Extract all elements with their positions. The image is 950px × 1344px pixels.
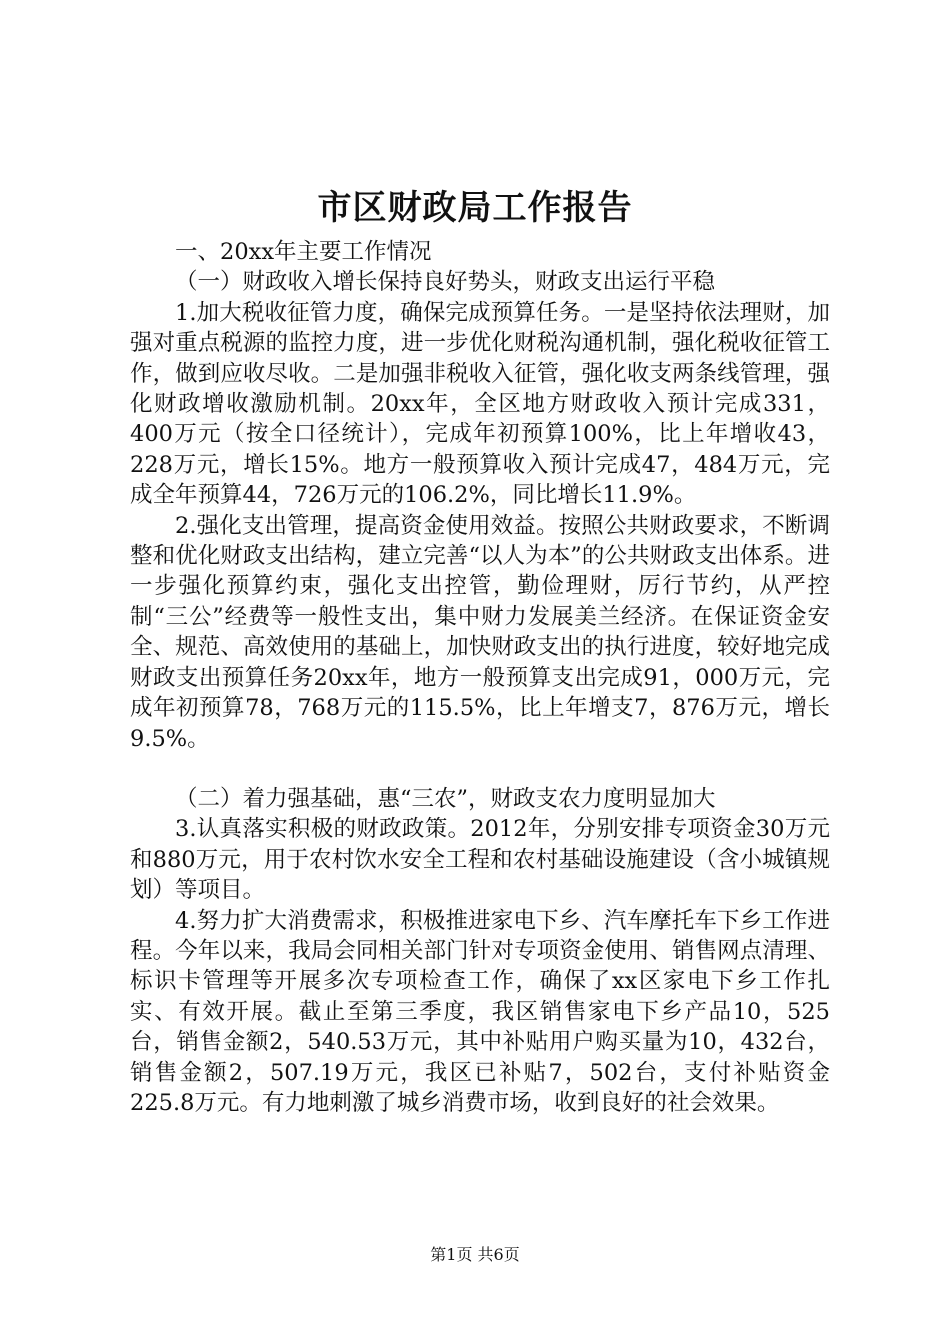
paragraph-3: 3.认真落实积极的财政政策。2012年，分别安排专项资金30万元和880万元，用于农村饮水安全工程和农村基础设施建设（含小城镇规划）等项目。 (130, 816, 830, 904)
page-number-footer: 第1页 共6页 (430, 1245, 520, 1264)
paragraph-2: 2.强化支出管理，提高资金使用效益。按照公共财政要求，不断调整和优化财政支出结构，建立完善“以人为本”的公共财政支出体系。进一步强化预算约束，强化支出控管，勤俭理财，厉行节约，从严控制“三公”经费等一般性支出，集中财力发展美兰经济。在保证资金安全、规范、高效使用的基础上，加快财政支出的执行进度，较好地完成财政支出预算任务20xx年，地方一般预算支出完成91，000万元，完成年初预算78，768万元的115.5%，比上年增支7，876万元，增长9.5%。 (130, 512, 830, 752)
document-body (130, 237, 830, 1118)
paragraph-4: 4.努力扩大消费需求，积极推进家电下乡、汽车摩托车下乡工作进程。今年以来，我局会同相关部门针对专项资金使用、销售网点清理、标识卡管理等开展多次专项检查工作，确保了xx区家电下乡工作扎实、有效开展。截止至第三季度，我区销售家电下乡产品10，525台，销售金额2，540.53万元，其中补贴用户购买量为10，432台，销售金额2，507.19万元，我区已补贴7，502台，支付补贴资金225.8万元。有力地刺激了城乡消费市场，收到良好的社会效果。 (130, 907, 830, 1116)
page-title: 市区财政局工作报告 (317, 188, 633, 228)
subsection-heading-2: （二）着力强基础，惠“三农”，财政支农力度明显加大 (175, 785, 716, 812)
subsection-heading-1: （一）财政收入增长保持良好势头，财政支出运行平稳 (175, 269, 716, 296)
paragraph-1: 1.加大税收征管力度，确保完成预算任务。一是坚持依法理财，加强对重点税源的监控力度，进一步优化财税沟通机制，强化税收征管工作，做到应收尽收。二是加强非税收入征管，强化收支两条线管理，强化财政增收激励机制。20xx年，全区地方财政收入预计完成331，400万元（按全口径统计），完成年初预算100%，比上年增收43，228万元，增长15%。地方一般预算收入预计完成47，484万元，完成全年预算44，726万元的106.2%，同比增长11.9%。 (130, 299, 830, 509)
section-heading-1: 一、20xx年主要工作情况 (175, 239, 432, 265)
